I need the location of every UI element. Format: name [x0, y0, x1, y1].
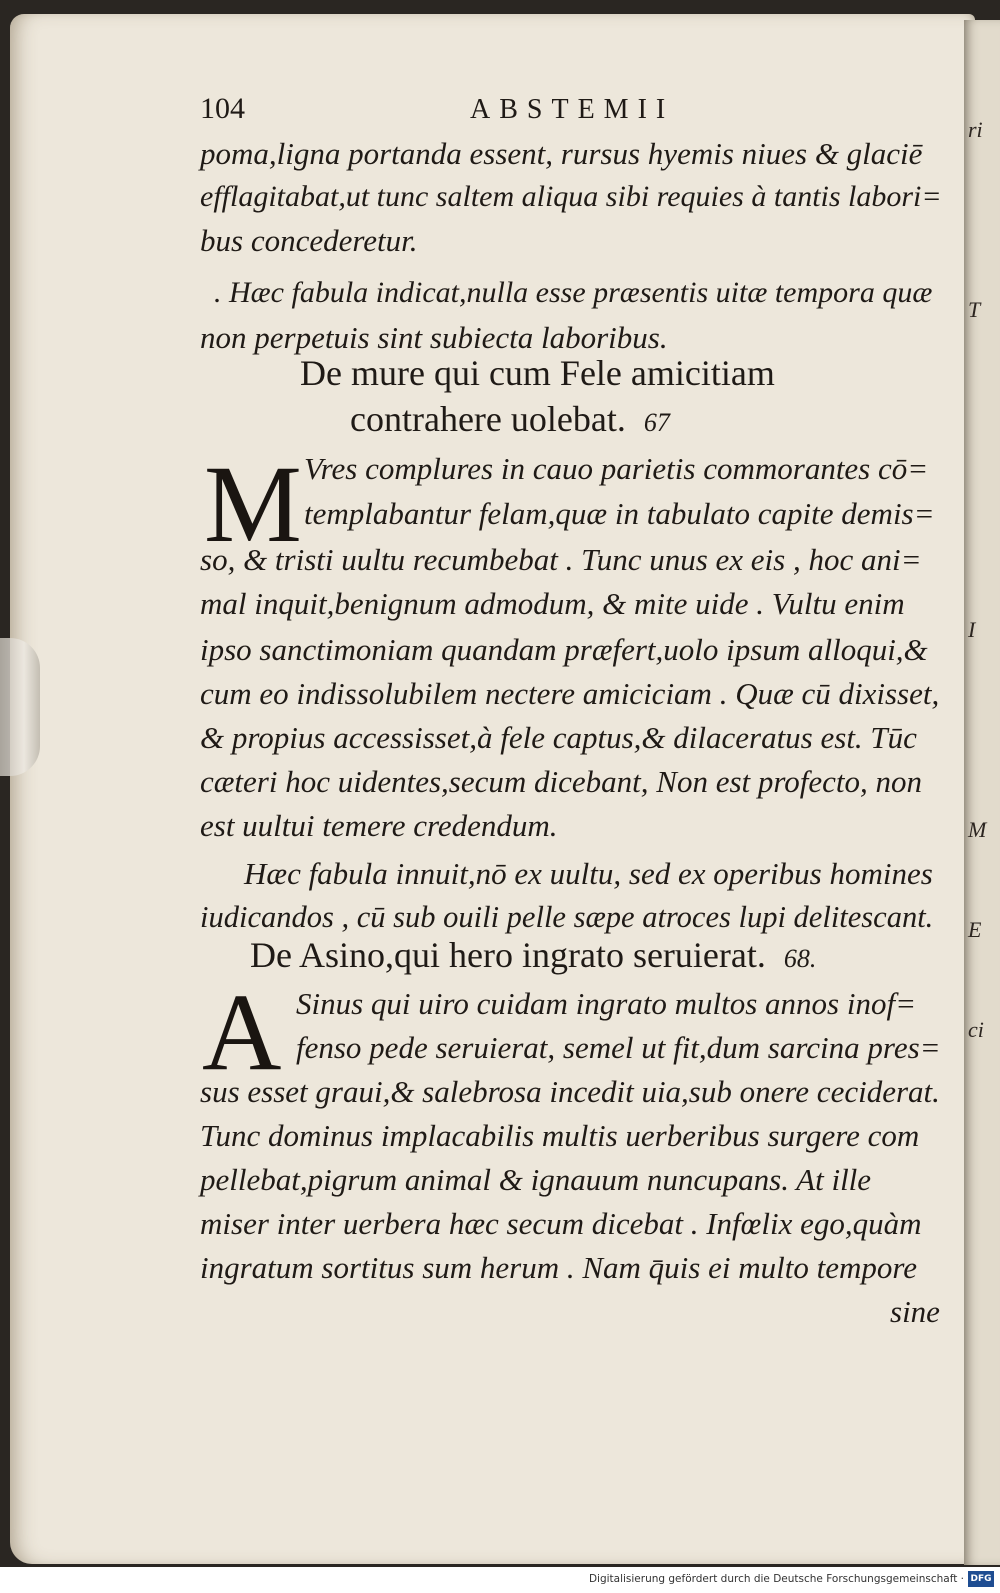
text-line: & propius accessisset,à fele captus,& dilaceratus est. Tūc [200, 720, 917, 755]
text-line: pellebat,pigrum animal & ignauum nuncupans. At ille [200, 1162, 872, 1197]
fable-number: 67 [643, 408, 670, 437]
fable-number: 68. [783, 944, 817, 973]
running-title: ABSTEMII [470, 94, 675, 125]
fable-title-text: De Asino,qui hero ingrato seruierat. [250, 935, 766, 975]
text-line: mal inquit,benignum admodum, & mite uide . Vultu enim [200, 586, 905, 621]
facing-letter: I [968, 617, 976, 642]
text-line: Tunc dominus implacabilis multis uerberibus surgere com [200, 1118, 920, 1153]
footer-bar [0, 1567, 1000, 1593]
moral-line: . Hæc fabula indicat,nulla esse præsentis uitæ tempora quæ [214, 276, 933, 309]
text-line: cum eo indissolubilem nectere amiciciam . Quæ cū dixisset, [200, 676, 940, 711]
text-line: cæteri hoc uidentes,secum dicebant, Non est profecto, non [200, 764, 923, 799]
text-line: ingratum sortitus sum herum . Nam q̄uis ei multo tempore [200, 1250, 918, 1285]
footer-credit: Digitalisierung gefördert durch die Deutsche Forschungsgemeinschaft · [588, 1573, 964, 1585]
text-line: poma,ligna portanda essent, rursus hyemis niues & glaciē [200, 136, 923, 171]
facing-letter: ri [968, 117, 983, 142]
running-head [200, 92, 942, 132]
drop-capital: A [202, 971, 282, 1093]
dfg-logo: DFG [968, 1571, 994, 1587]
text-line: Sinus qui uiro cuidam ingrato multos annos inof= [296, 986, 916, 1021]
text-line: miser inter uerbera hæc secum dicebat . Infœlix ego,quàm [200, 1206, 922, 1241]
moral-line: non perpetuis sint subiecta laboribus. [200, 320, 668, 355]
book-clip [0, 638, 40, 776]
fable-title [350, 398, 670, 440]
text-line: ipso sanctimoniam quandam præfert,uolo ipsum alloqui,& [200, 632, 928, 667]
text-line: sus esset graui,& salebrosa incedit uia,sub onere ceciderat. [200, 1074, 940, 1109]
moral-line: iudicandos , cū sub ouili pelle sæpe atroces lupi delitescant. [200, 900, 934, 934]
facing-letter: M [968, 817, 987, 842]
text-line: fenso pede seruierat, semel ut fit,dum sarcina pres= [296, 1030, 941, 1065]
text-line: Vres complures in cauo parietis commorantes cō= [304, 451, 929, 486]
text-line: efflagitabat,ut tunc saltem aliqua sibi requies à tantis labori= [200, 180, 942, 213]
text-line: so, & tristi uultu recumbebat . Tunc unus ex eis , hoc ani= [200, 542, 922, 577]
fable-title: De mure qui cum Fele amicitiam [300, 353, 775, 393]
text-line: est uultui temere credendum. [200, 808, 558, 843]
text-line: bus concederetur. [200, 223, 418, 258]
catchword: sine [890, 1294, 940, 1329]
facing-letter: E [968, 917, 982, 942]
fable-title-text: contrahere uolebat. [350, 399, 626, 439]
facing-letter: T [968, 297, 981, 322]
drop-capital: M [204, 443, 302, 565]
facing-letter: ci [968, 1017, 984, 1042]
moral-line: Hæc fabula innuit,nō ex uultu, sed ex operibus homines [244, 856, 933, 891]
fable-title [250, 934, 816, 976]
page-number: 104 [200, 92, 245, 125]
facing-page-letters [968, 100, 998, 1060]
text-line: templabantur felam,quæ in tabulato capite demis= [304, 496, 935, 531]
